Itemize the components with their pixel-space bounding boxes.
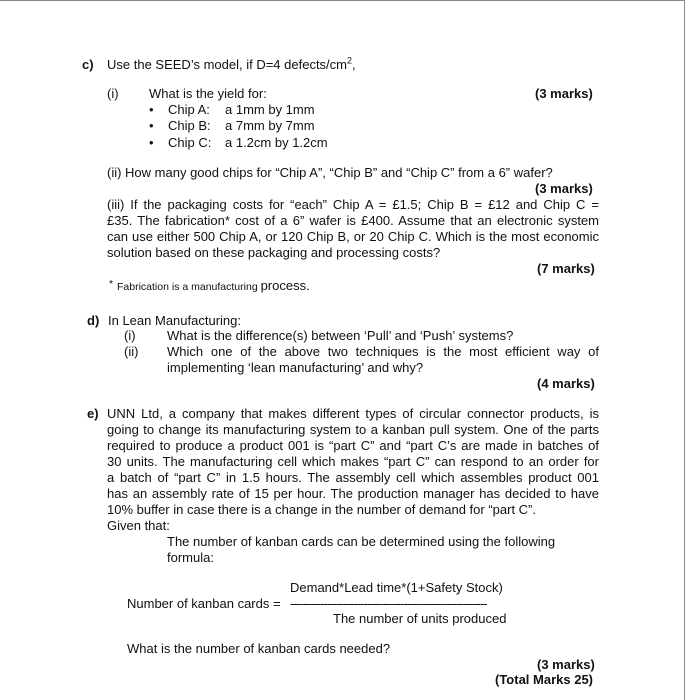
chip-a-size: a 1mm by 1mm [225, 102, 315, 117]
chip-c-size: a 1.2cm by 1.2cm [225, 135, 328, 150]
chip-c-bullet: • [149, 135, 154, 150]
section-d-title: In Lean Manufacturing: [108, 313, 241, 328]
top-border [0, 0, 685, 1]
d-ii-text-1: Which one of the above two techniques is the most efficient way of [167, 344, 599, 359]
chip-c-name: Chip C: [168, 135, 212, 150]
section-c-intro: Use the SEED’s model, if D=4 defects/$cm^2$, [107, 55, 356, 72]
c-i-number: (i) [107, 86, 119, 101]
c-ii-marks: (3 marks) [535, 181, 593, 196]
d-i-text: What is the difference(s) between ‘Pull’ and ‘Push’ systems? [167, 328, 514, 343]
chip-a-bullet: • [149, 102, 154, 117]
formula-numerator: Demand*Lead time*(1+Safety Stock) [290, 580, 503, 595]
formula-denominator: The number of units produced [333, 611, 507, 626]
c-iii-line-1: (iii) If the packaging costs for “each” Chip A = £1.5; Chip B = £12 and Chip C = [107, 197, 599, 212]
e-formula-intro-1: The number of kanban cards can be determined using the following [167, 534, 556, 549]
total-marks: (Total Marks 25) [495, 672, 594, 687]
e-line-3: required to produce a product 001 is “part C” and “part C’s are made in batches of [107, 438, 599, 453]
chip-b-size: a 7mm by 7mm [225, 118, 315, 133]
e-line-2: going to change its manufacturing system to a kanban pull system. One of the parts [107, 422, 599, 437]
e-question: What is the number of kanban cards needed? [127, 641, 391, 656]
c-iii-line-2: £35. The fabrication* cost of a 6” wafer is £400. Assume that an electronic system [107, 213, 599, 228]
formula-lhs: Number of kanban cards = [127, 596, 281, 611]
footnote-star: * [109, 278, 114, 290]
c-i-marks: (3 marks) [535, 86, 593, 101]
formula-fraction-bar: ----------------------------------------------------------- [290, 596, 487, 611]
e-marks: (3 marks) [537, 657, 595, 672]
e-formula-intro-2: formula: [167, 550, 214, 565]
c-i-question: What is the yield for: [149, 86, 267, 101]
e-line-1: UNN Ltd, a company that makes different types of circular connector products, is [107, 406, 599, 421]
footnote-text: Fabrication is a manufacturing process. [117, 278, 310, 293]
chip-b-name: Chip B: [168, 118, 211, 133]
d-i-number: (i) [124, 328, 136, 343]
c-ii-text: (ii) How many good chips for “Chip A”, “Chip B” and “Chip C” from a 6” wafer? [107, 165, 553, 180]
c-iii-line-4: solution based on these packaging and processing costs? [107, 245, 441, 260]
section-d-label: d) [87, 313, 100, 328]
c-iii-line-3: can use either 500 Chip A, or 120 Chip B, or 20 Chip C. Which is the most economic [107, 229, 599, 244]
section-e-label: e) [87, 406, 99, 421]
e-line-7: 10% buffer in case there is a change in the number of demand for “part C”. [107, 502, 536, 517]
section-c-label: c) [82, 57, 94, 72]
d-ii-text-2: implementing ‘lean manufacturing’ and why? [167, 360, 424, 375]
chip-a-name: Chip A: [168, 102, 210, 117]
c-iii-marks: (7 marks) [537, 261, 595, 276]
chip-b-bullet: • [149, 118, 154, 133]
e-line-4: 30 units. The manufacturing cell which makes “part C” can respond to an order for [107, 454, 599, 469]
e-line-6: has an assembly rate of 15 per hour. The production manager has decided to have [107, 486, 599, 501]
d-ii-number: (ii) [124, 344, 139, 359]
d-marks: (4 marks) [537, 376, 595, 391]
e-given: Given that: [107, 518, 170, 533]
e-line-5: a batch of “part C” in 1.5 hours. The assembly cell which assembles product 001 [107, 470, 599, 485]
